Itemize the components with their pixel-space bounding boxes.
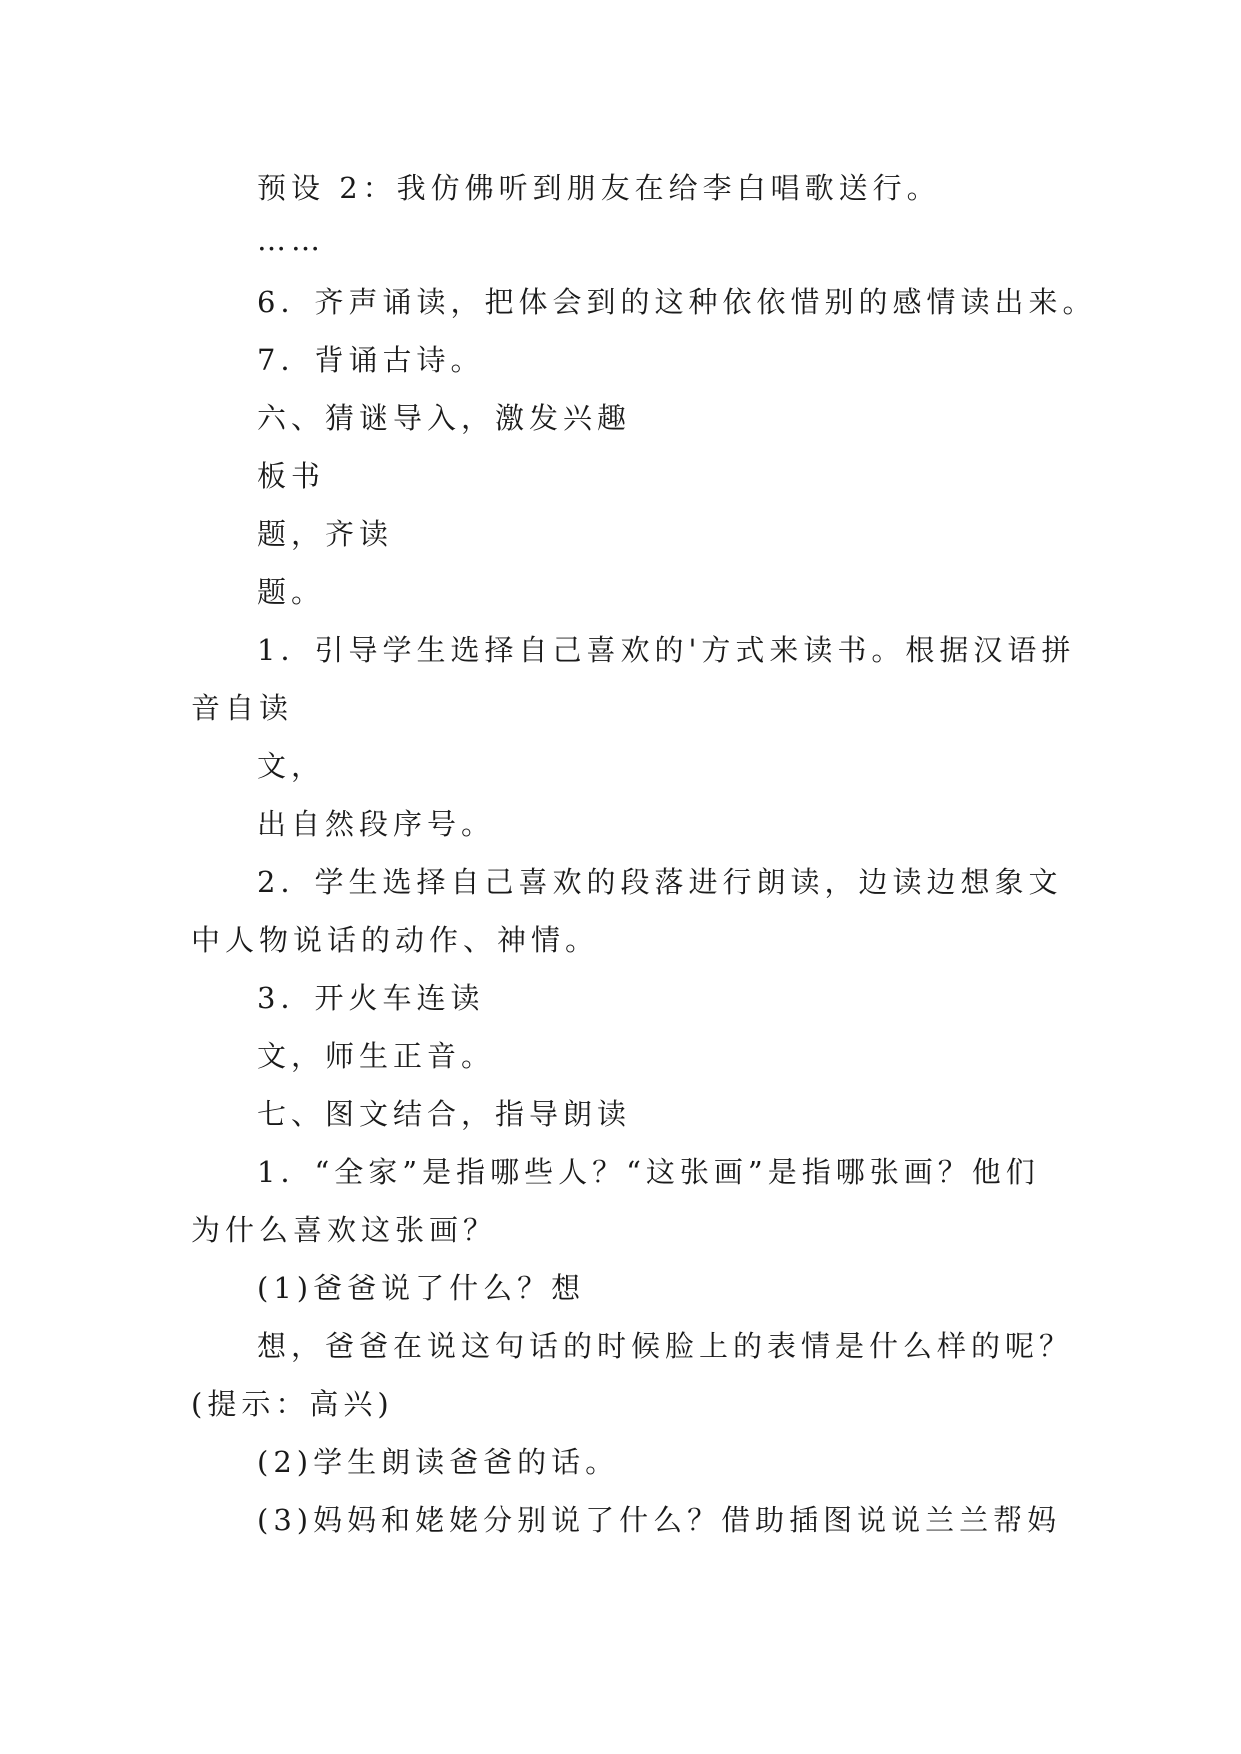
- text-line: 想，爸爸在说这句话的时候脸上的表情是什么样的呢？: [257, 1329, 1074, 1363]
- text-line: 出自然段序号。: [257, 807, 496, 841]
- text-line: 6．齐声诵读，把体会到的这种依依惜别的感情读出来。: [257, 285, 1097, 319]
- text-line: 题，齐读: [257, 517, 394, 551]
- text-line: (1)爸爸说了什么？想: [257, 1271, 586, 1305]
- text-line: 中人物说话的动作、神情。: [191, 923, 600, 957]
- text-line: 为什么喜欢这张画？: [191, 1213, 498, 1247]
- text-line: 板书: [257, 459, 326, 493]
- text-line: 文，师生正音。: [257, 1039, 496, 1073]
- text-line: 预设 2：我仿佛听到朋友在给李白唱歌送行。: [257, 171, 941, 205]
- text-line: 2．学生选择自己喜欢的段落进行朗读，边读边想象文: [257, 865, 1063, 899]
- text-line: 文，: [257, 749, 326, 783]
- text-line: 1．引导学生选择自己喜欢的'方式来读书。根据汉语拼: [257, 633, 1076, 667]
- section-heading: 六、猜谜导入，激发兴趣: [257, 401, 632, 435]
- text-line: 音自读: [191, 691, 294, 725]
- section-heading: 七、图文结合，指导朗读: [257, 1097, 632, 1131]
- text-line: 3．开火车连读: [257, 981, 485, 1015]
- text-line: (3)妈妈和姥姥分别说了什么？借助插图说说兰兰帮妈: [257, 1503, 1062, 1537]
- text-line: (2)学生朗读爸爸的话。: [257, 1445, 620, 1479]
- text-line: ……: [257, 223, 325, 257]
- text-line: 1．“全家”是指哪些人？“这张画”是指哪张画？他们: [257, 1155, 1040, 1189]
- text-line: 7．背诵古诗。: [257, 343, 485, 377]
- text-line: 题。: [257, 575, 326, 609]
- text-line: (提示：高兴): [191, 1387, 394, 1421]
